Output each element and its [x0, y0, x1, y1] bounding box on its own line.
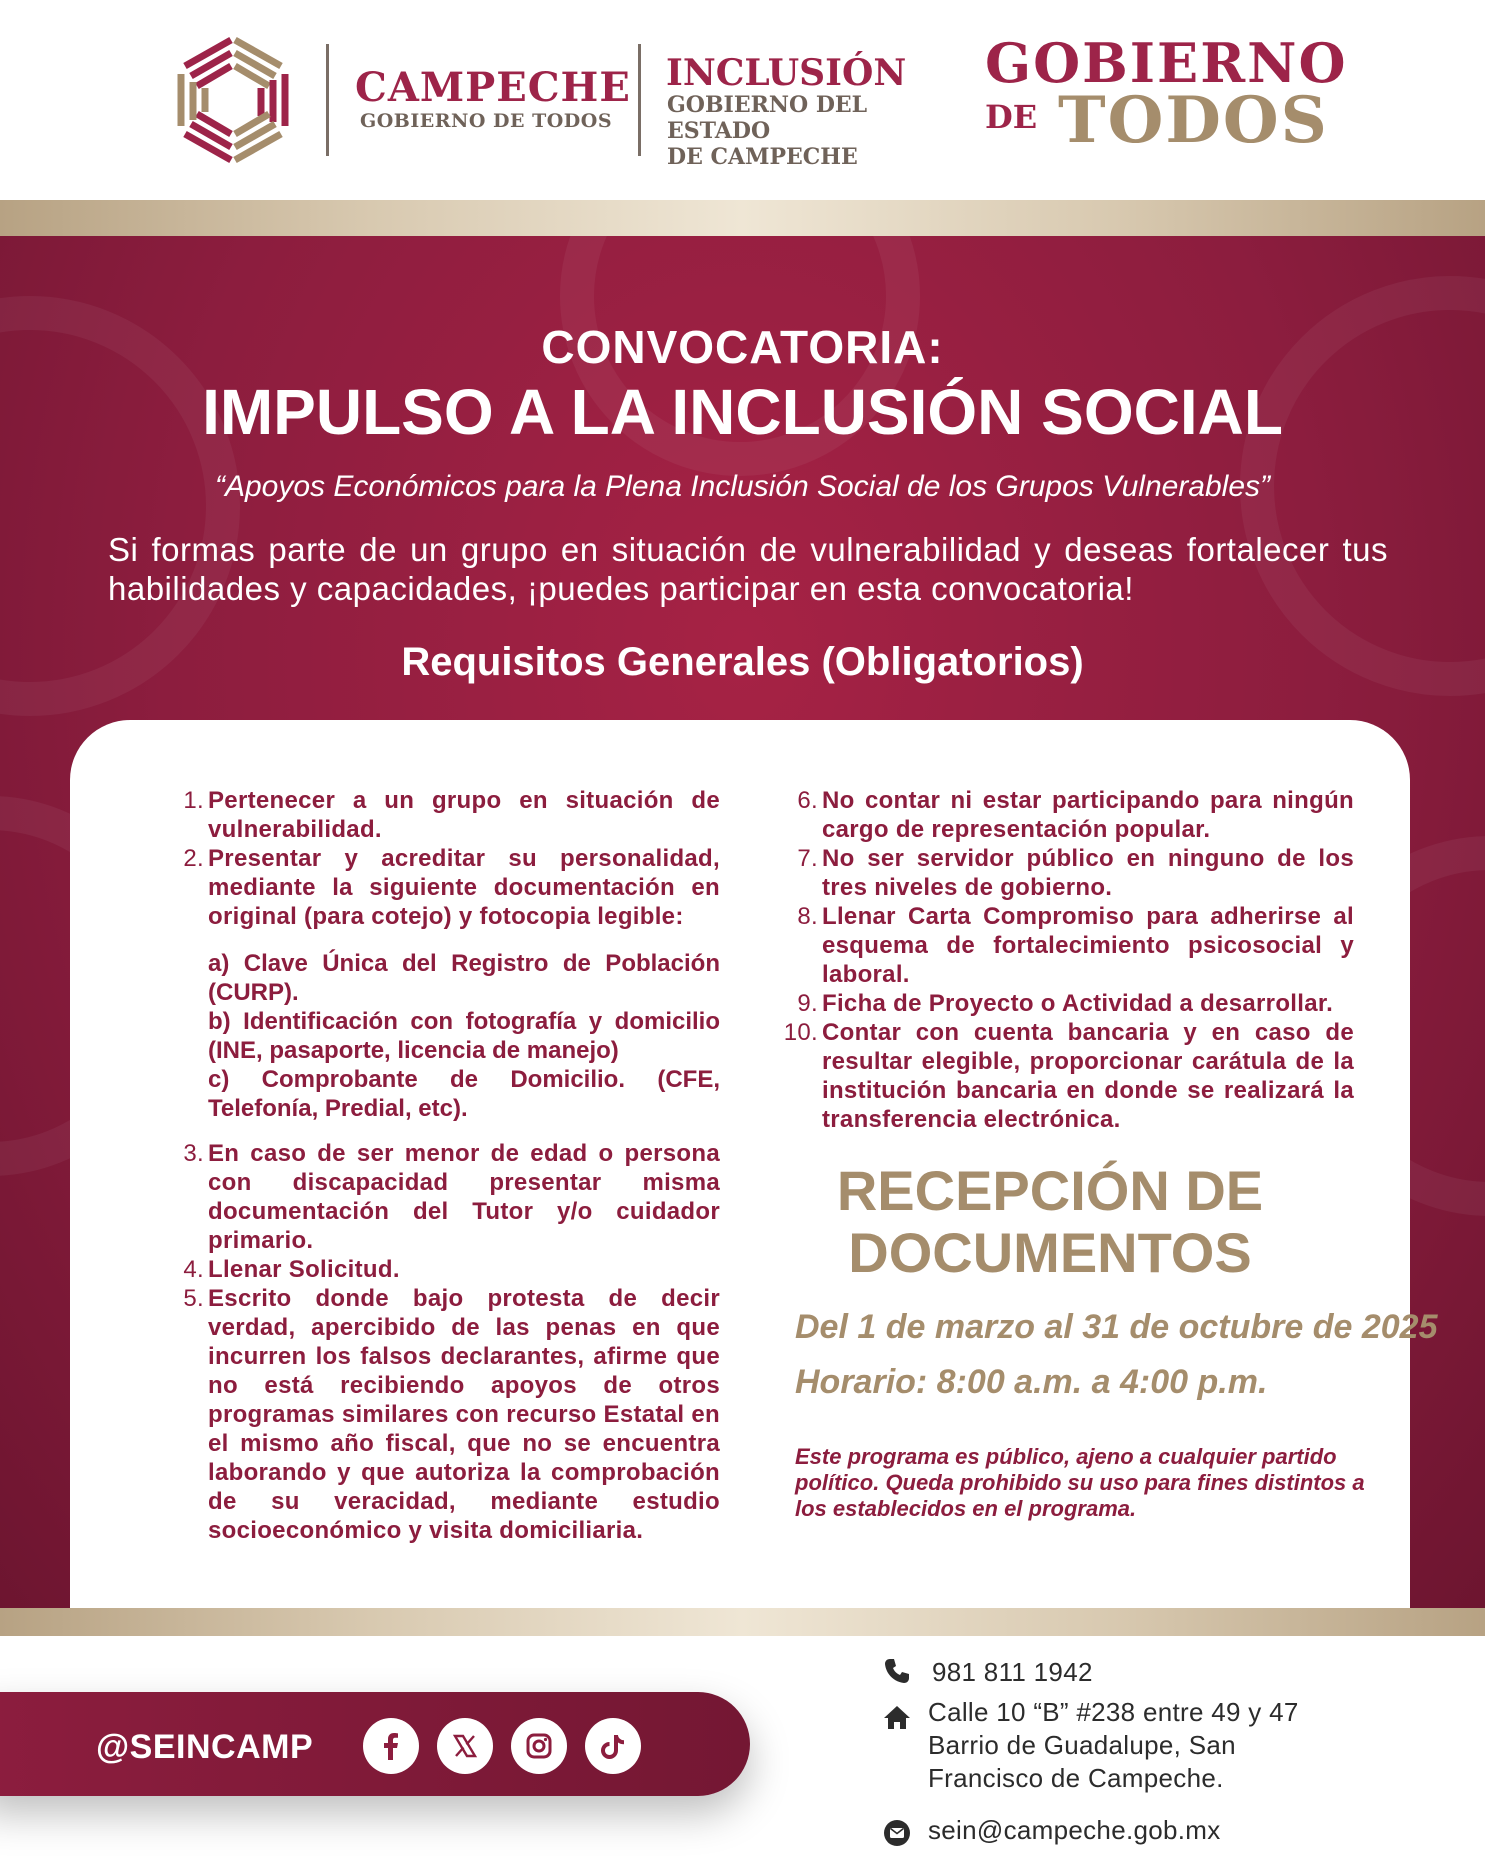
- requirement-number: 6.: [797, 787, 818, 814]
- convocatoria-intro: Si formas parte de un grupo en situación de vulnerabilidad y deseas fortalecer tus habilidades y capacidades, ¡puedes participar en esta convocatoria!: [108, 531, 1388, 607]
- requirements-list: [764, 786, 1354, 1134]
- inclusion-subtitle-line: DE CAMPECHE: [667, 144, 858, 170]
- requirement-item: [764, 844, 1354, 902]
- header: [0, 0, 1485, 200]
- requirement-item: [764, 902, 1354, 989]
- document-sublist-item: b) Identificación con fotografía y domicilio (INE, pasaporte, licencia de manejo): [208, 1008, 720, 1064]
- campeche-logo-icon: [165, 26, 301, 174]
- reception-dates: Del 1 de marzo al 31 de octubre de 2025: [795, 1308, 1438, 1346]
- requirement-text: No ser servidor público en ninguno de los tres niveles de gobierno.: [822, 845, 1354, 901]
- gold-band-bottom: [0, 1608, 1485, 1636]
- x-icon[interactable]: [437, 1718, 493, 1774]
- requirement-item: [764, 786, 1354, 844]
- requirement-number: 9.: [797, 990, 818, 1017]
- requirement-text: Escrito donde bajo protesta de decir verdad, apercibido de las penas en que incurren los falsos declarantes, afirme que no está recibiendo apoyos de otros programas similares con recurso Estatal en el mismo año fiscal, que no se encuentra laborando y que autoriza la comprobación de su veracidad, mediante estudio socioeconómico y visita domiciliaria.: [208, 1285, 720, 1544]
- inclusion-title: INCLUSIÓN: [666, 52, 907, 94]
- campeche-subtitle: GOBIERNO DE TODOS: [360, 110, 613, 132]
- requirements-list: [150, 1139, 720, 1545]
- requirement-item: [150, 1139, 720, 1255]
- social-bar: [0, 1692, 750, 1796]
- contact-phone[interactable]: 981 811 1942: [932, 1657, 1093, 1687]
- header-divider: [638, 44, 641, 156]
- social-handle[interactable]: @SEINCAMP: [96, 1728, 314, 1766]
- reception-title: [770, 1160, 1330, 1284]
- program-disclaimer: Este programa es público, ajeno a cualquier partido político. Queda prohibido su uso para fines distintos a los establecidos en el programa.: [795, 1444, 1365, 1521]
- phone-icon: [882, 1656, 912, 1686]
- mail-icon: [882, 1818, 912, 1848]
- document-sublist: [208, 949, 720, 1123]
- requirements-right-column: [764, 786, 1354, 1134]
- reception-title-line: RECEPCIÓN DE: [836, 1159, 1264, 1222]
- requirement-text: En caso de ser menor de edad o persona con discapacidad presentar misma documentación del Tutor y/o cuidador primario.: [208, 1140, 720, 1254]
- requirement-item: [150, 1284, 720, 1545]
- requirement-item: [764, 1018, 1354, 1134]
- requirement-text: Pertenecer a un grupo en situación de vulnerabilidad.: [208, 787, 720, 843]
- requirement-number: 7.: [797, 845, 818, 872]
- requirement-number: 5.: [183, 1285, 204, 1312]
- requirement-item: [764, 989, 1354, 1018]
- contact-address-line: Calle 10 “B” #238 entre 49 y 47: [928, 1697, 1299, 1727]
- inclusion-subtitle-line: GOBIERNO DEL ESTADO: [667, 92, 868, 144]
- requirement-number: 1.: [183, 787, 204, 814]
- requirement-item: [150, 786, 720, 844]
- requirement-number: 2.: [183, 845, 204, 872]
- gobierno-title: GOBIERNO: [985, 31, 1348, 95]
- requirements-heading: Requisitos Generales (Obligatorios): [401, 640, 1084, 684]
- home-icon: [882, 1702, 912, 1732]
- contact-address-line: Francisco de Campeche.: [928, 1763, 1224, 1793]
- requirement-text: No contar ni estar participando para ningún cargo de representación popular.: [822, 787, 1354, 843]
- requirement-text: Llenar Carta Compromiso para adherirse al esquema de fortalecimiento psicosocial y laboral.: [822, 903, 1354, 988]
- convocatoria-title: IMPULSO A LA INCLUSIÓN SOCIAL: [202, 376, 1283, 448]
- requirement-text: Presentar y acreditar su personalidad, mediante la siguiente documentación en original (para cotejo) y fotocopia legible:: [208, 845, 720, 930]
- footer: [0, 1636, 1485, 1856]
- convocatoria-label: CONVOCATORIA:: [541, 321, 944, 373]
- contact-address-line: Barrio de Guadalupe, San: [928, 1730, 1236, 1760]
- requirement-number: 10.: [783, 1019, 818, 1046]
- contact-email[interactable]: sein@campeche.gob.mx: [928, 1815, 1221, 1845]
- gold-band-top: [0, 200, 1485, 236]
- gobierno-de: DE: [985, 98, 1038, 136]
- requirement-number: 8.: [797, 903, 818, 930]
- requirement-text: Ficha de Proyecto o Actividad a desarrollar.: [822, 990, 1334, 1017]
- inclusion-subtitle: [667, 92, 967, 170]
- requirement-number: 4.: [183, 1256, 204, 1283]
- document-sublist-item: c) Comprobante de Domicilio. (CFE, Telefonía, Predial, etc).: [208, 1066, 720, 1122]
- instagram-icon[interactable]: [511, 1718, 567, 1774]
- reception-title-line: DOCUMENTOS: [848, 1221, 1252, 1284]
- requirement-item: [150, 1255, 720, 1284]
- tiktok-icon[interactable]: [585, 1718, 641, 1774]
- campeche-title: CAMPECHE: [355, 64, 631, 111]
- requirements-card: [70, 720, 1438, 1608]
- requirement-text: Llenar Solicitud.: [208, 1256, 400, 1283]
- header-divider: [326, 44, 329, 156]
- contact-address: [928, 1696, 1299, 1795]
- gobierno-todos: TODOS: [1058, 83, 1329, 158]
- requirement-number: 3.: [183, 1140, 204, 1167]
- requirements-list: [150, 786, 720, 931]
- reception-hours: Horario: 8:00 a.m. a 4:00 p.m.: [795, 1363, 1268, 1401]
- convocatoria-quote: “Apoyos Económicos para la Plena Inclusión Social de los Grupos Vulnerables”: [214, 470, 1271, 503]
- facebook-icon[interactable]: [363, 1718, 419, 1774]
- document-sublist-item: a) Clave Única del Registro de Población (CURP).: [208, 950, 720, 1006]
- requirement-item: [150, 844, 720, 931]
- requirements-left-column: [150, 786, 720, 1545]
- requirement-text: Contar con cuenta bancaria y en caso de resultar elegible, proporcionar carátula de la institución bancaria en donde se realizará la transferencia electrónica.: [822, 1019, 1354, 1133]
